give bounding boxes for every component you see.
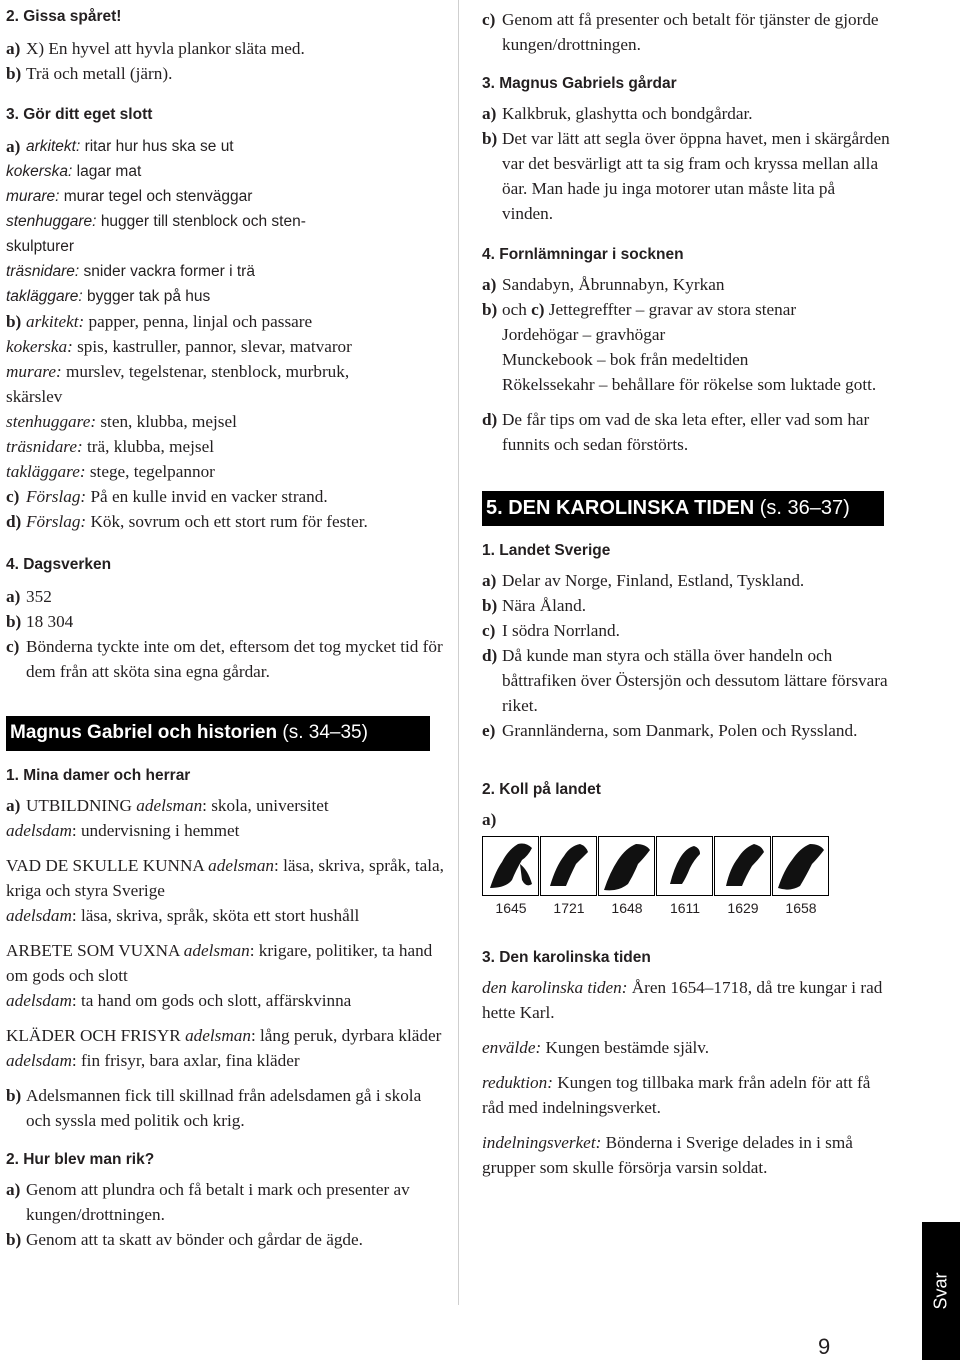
answer-item: a) UTBILDNING adelsman: skola, universitet [6,796,329,815]
heading-gor-ditt-eget-slott: 3. Gör ditt eget slott [6,106,153,123]
heading-karolinska-tiden: 3. Den karolinska tiden [482,949,651,966]
answer-item: b) 18 304 [6,612,74,631]
answer-item: a) Sandabyn, Åbrunnabyn, Kyrkan [482,275,725,294]
heading-gissa-sparet: 2. Gissa spåret! [6,8,122,25]
answer-item: c) Förslag: På en kulle invid en vacker strand. [6,487,328,506]
year-label: 1611 [669,900,701,916]
heading-fornlamningar: 4. Fornlämningar i socknen [482,246,684,263]
right-column: c) Genom att få presenter och betalt för tjänster de gjorde kungen/drottningen. 3. Magnus Gabriels gårdar a) Kalkbruk, glashytta och bondgårdar. b) Det var lätt att segla över öppna havet, men i skärgården var det besvärligt att ta sig fram och kryssa mellan alla öar. Man hade ju inga motorer utan måste lita på vinden. 4. Fornlämningar i socknen a) Sandabyn, Åbrunnabyn, Kyrkan b) och c) Jettegreffter – gravar av stora stenar Jordehögar – gravhögar Munckebook – bok från medeltiden Rökelssekahr – behållare för rökelse som luktade gott. d) De får tips om vad de ska leta efter, eller vad som har funnits och sedan förstörts. 5. DEN KAROLINSKA TIDEN (s. 36–37) 1. Landet Sverige a) Delar av Norge, Finland, Estland, Tyskland. b) Nära Åland. c) I södra Norrland. d) Då kunde man styra och ställa över handeln och båttrafiken över Östersjön och dessutom lättare försvara riket. e) Grannländerna, som Danmark, Polen och Ryssland. 2. Koll på landet a) 1645 1721 1648 1611 1629 1658 3. Den karolinska tiden den karolinska tiden: Åren 1654–1718, då tre kungar i rad hette Karl. envälde: Kungen bestämde själv. reduktion: Kungen tog tillbaka mark från adeln för att få råd med indelningsverket. indelningsverket: Bönderna i Sverige delades in i små grupper som skulle försörja varsin soldat. [482,0,890,1180]
answer-item: b) Nära Åland. [482,596,586,615]
map-1721 [540,836,597,896]
definition: den karolinska tiden: Åren 1654–1718, då tre kungar i rad hette Karl. [482,978,883,1022]
answer-item: b) Adelsmannen fick till skillnad från adelsdamen gå i skola och syssla med politik och krig. [6,1086,422,1130]
heading-magnus-gabriels-gardar: 3. Magnus Gabriels gårdar [482,75,677,92]
answer-item: d) Då kunde man styra och ställa över handeln och båttrafiken över Östersjön och dessutom lättare försvara riket. [482,646,888,715]
map-1658 [772,836,829,896]
map-1645 [482,836,539,896]
year-label: 1645 [495,900,527,916]
answer-item: c) I södra Norrland. [482,621,620,640]
answer-item: e) Grannländerna, som Danmark, Polen och Ryssland. [482,721,858,740]
heading-dagsverken: 4. Dagsverken [6,556,112,573]
column-divider [458,0,459,1305]
answer-item: b) Genom att ta skatt av bönder och gårdar de ägde. [6,1230,363,1249]
map-years [482,896,890,921]
heading-hur-blev-man-rik: 2. Hur blev man rik? [6,1151,155,1168]
year-label: 1721 [553,900,585,916]
map-1629 [714,836,771,896]
answer-item: b) arkitekt: papper, penna, linjal och passare [6,312,313,331]
map-1648 [598,836,655,896]
answer-item: b) Det var lätt att segla över öppna havet, men i skärgården var det besvärligt att ta sig fram och kryssa mellan alla öar. Man hade ju inga motorer utan måste lita på vinden. [482,129,890,223]
year-label: 1648 [611,900,643,916]
section-bar-magnus-gabriel: Magnus Gabriel och historien (s. 34–35) [6,716,430,751]
answer-item: a) Genom att plundra och få betalt i mark och presenter av kungen/drottningen. [6,1180,410,1224]
answer-item: b) och c) Jettegreffter – gravar av stora stenar [482,300,797,319]
answer-item: a) arkitekt: ritar hur hus ska se ut [6,137,234,156]
answer-item: a) X) En hyvel att hyvla plankor släta med. [6,39,305,58]
year-label: 1658 [785,900,817,916]
answer-item: d) De får tips om vad de ska leta efter, eller vad som har funnits och sedan förstörts. [482,410,870,454]
definition: indelningsverket: Bönderna i Sverige delades in i små grupper som skulle försörja varsin soldat. [482,1133,853,1177]
map-1611 [656,836,713,896]
map-strip [482,836,890,896]
section-bar-karolinska-tiden: 5. DEN KAROLINSKA TIDEN (s. 36–37) [482,491,884,526]
heading-koll-pa-landet: 2. Koll på landet [482,781,601,798]
left-column: 2. Gissa spåret! a) X) En hyvel att hyvla plankor släta med. b) Trä och metall (järn). 3. Gör ditt eget slott a) arkitekt: ritar hur hus ska se ut kokerska: lagar mat murare: murar tegel och stenväggar stenhuggare: hugger till stenblock och sten- skulpturer träsnidare: snider vackra former i trä takläggare: bygger tak på hus b) arkitekt: papper, penna, linjal och passare kokerska: spis, kastruller, pannor, slevar, matvaror murare: murslev, tegelstenar, stenblock, murbruk, skärslev stenhuggare: sten, klubba, mejsel träsnidare: trä, klubba, mejsel takläggare: stege, tegelpannor c) Förslag: På en kulle invid en vacker strand. d) Förslag: Kök, sovrum och ett stort rum för fester. 4. Dagsverken a) 352 b) 18 304 c) Bönderna tyckte inte om det, eftersom det tog mycket tid för dem från att sköta sina egna gårdar. Magnus Gabriel och historien (s. 34–35) 1. Mina damer och herrar a) UTBILDNING adelsman: skola, universitet adelsdam: undervisning i hemmet VAD DE SKULLE KUNNA adelsman: läsa, skriva, språk, tala, kriga och styra Sverige adelsdam: läsa, skriva, språk, sköta ett stort hushåll ARBETE SOM VUXNA adelsman: krigare, politiker, ta hand om gods och slott adelsdam: ta hand om gods och slott, affärskvinna KLÄDER OCH FRISYR adelsman: lång peruk, dyrbara kläder adelsdam: fin frisyr, bara axlar, fina kläder b) Adelsmannen fick till skillnad från adelsdamen gå i skola och syssla med politik och krig. 2. Hur blev man rik? a) Genom att plundra och få betalt i mark och presenter av kungen/drottningen. b) Genom att ta skatt av bönder och gårdar de ägde. [6,0,446,1252]
heading-mina-damer: 1. Mina damer och herrar [6,767,191,784]
answer-item: d) Förslag: Kök, sovrum och ett stort rum för fester. [6,512,368,531]
answer-item: a) [482,810,497,829]
answer-item: a) Kalkbruk, glashytta och bondgårdar. [482,104,753,123]
year-label: 1629 [727,900,759,916]
answer-item: c) Genom att få presenter och betalt för tjänster de gjorde kungen/drottningen. [482,10,879,54]
heading-landet-sverige: 1. Landet Sverige [482,542,611,559]
answer-item: a) Delar av Norge, Finland, Estland, Tyskland. [482,571,805,590]
answer-item: c) Bönderna tyckte inte om det, eftersom det tog mycket tid för dem från att sköta sina egna gårdar. [6,637,443,681]
answer-item: a) 352 [6,587,52,606]
page-number: 9 [818,1334,831,1359]
definition: reduktion: Kungen tog tillbaka mark från adeln för att få råd med indelningsverket. [482,1073,871,1117]
svar-tab: Svar [922,1222,960,1360]
answer-item: b) Trä och metall (järn). [6,64,173,83]
definition: envälde: Kungen bestämde själv. [482,1038,710,1057]
